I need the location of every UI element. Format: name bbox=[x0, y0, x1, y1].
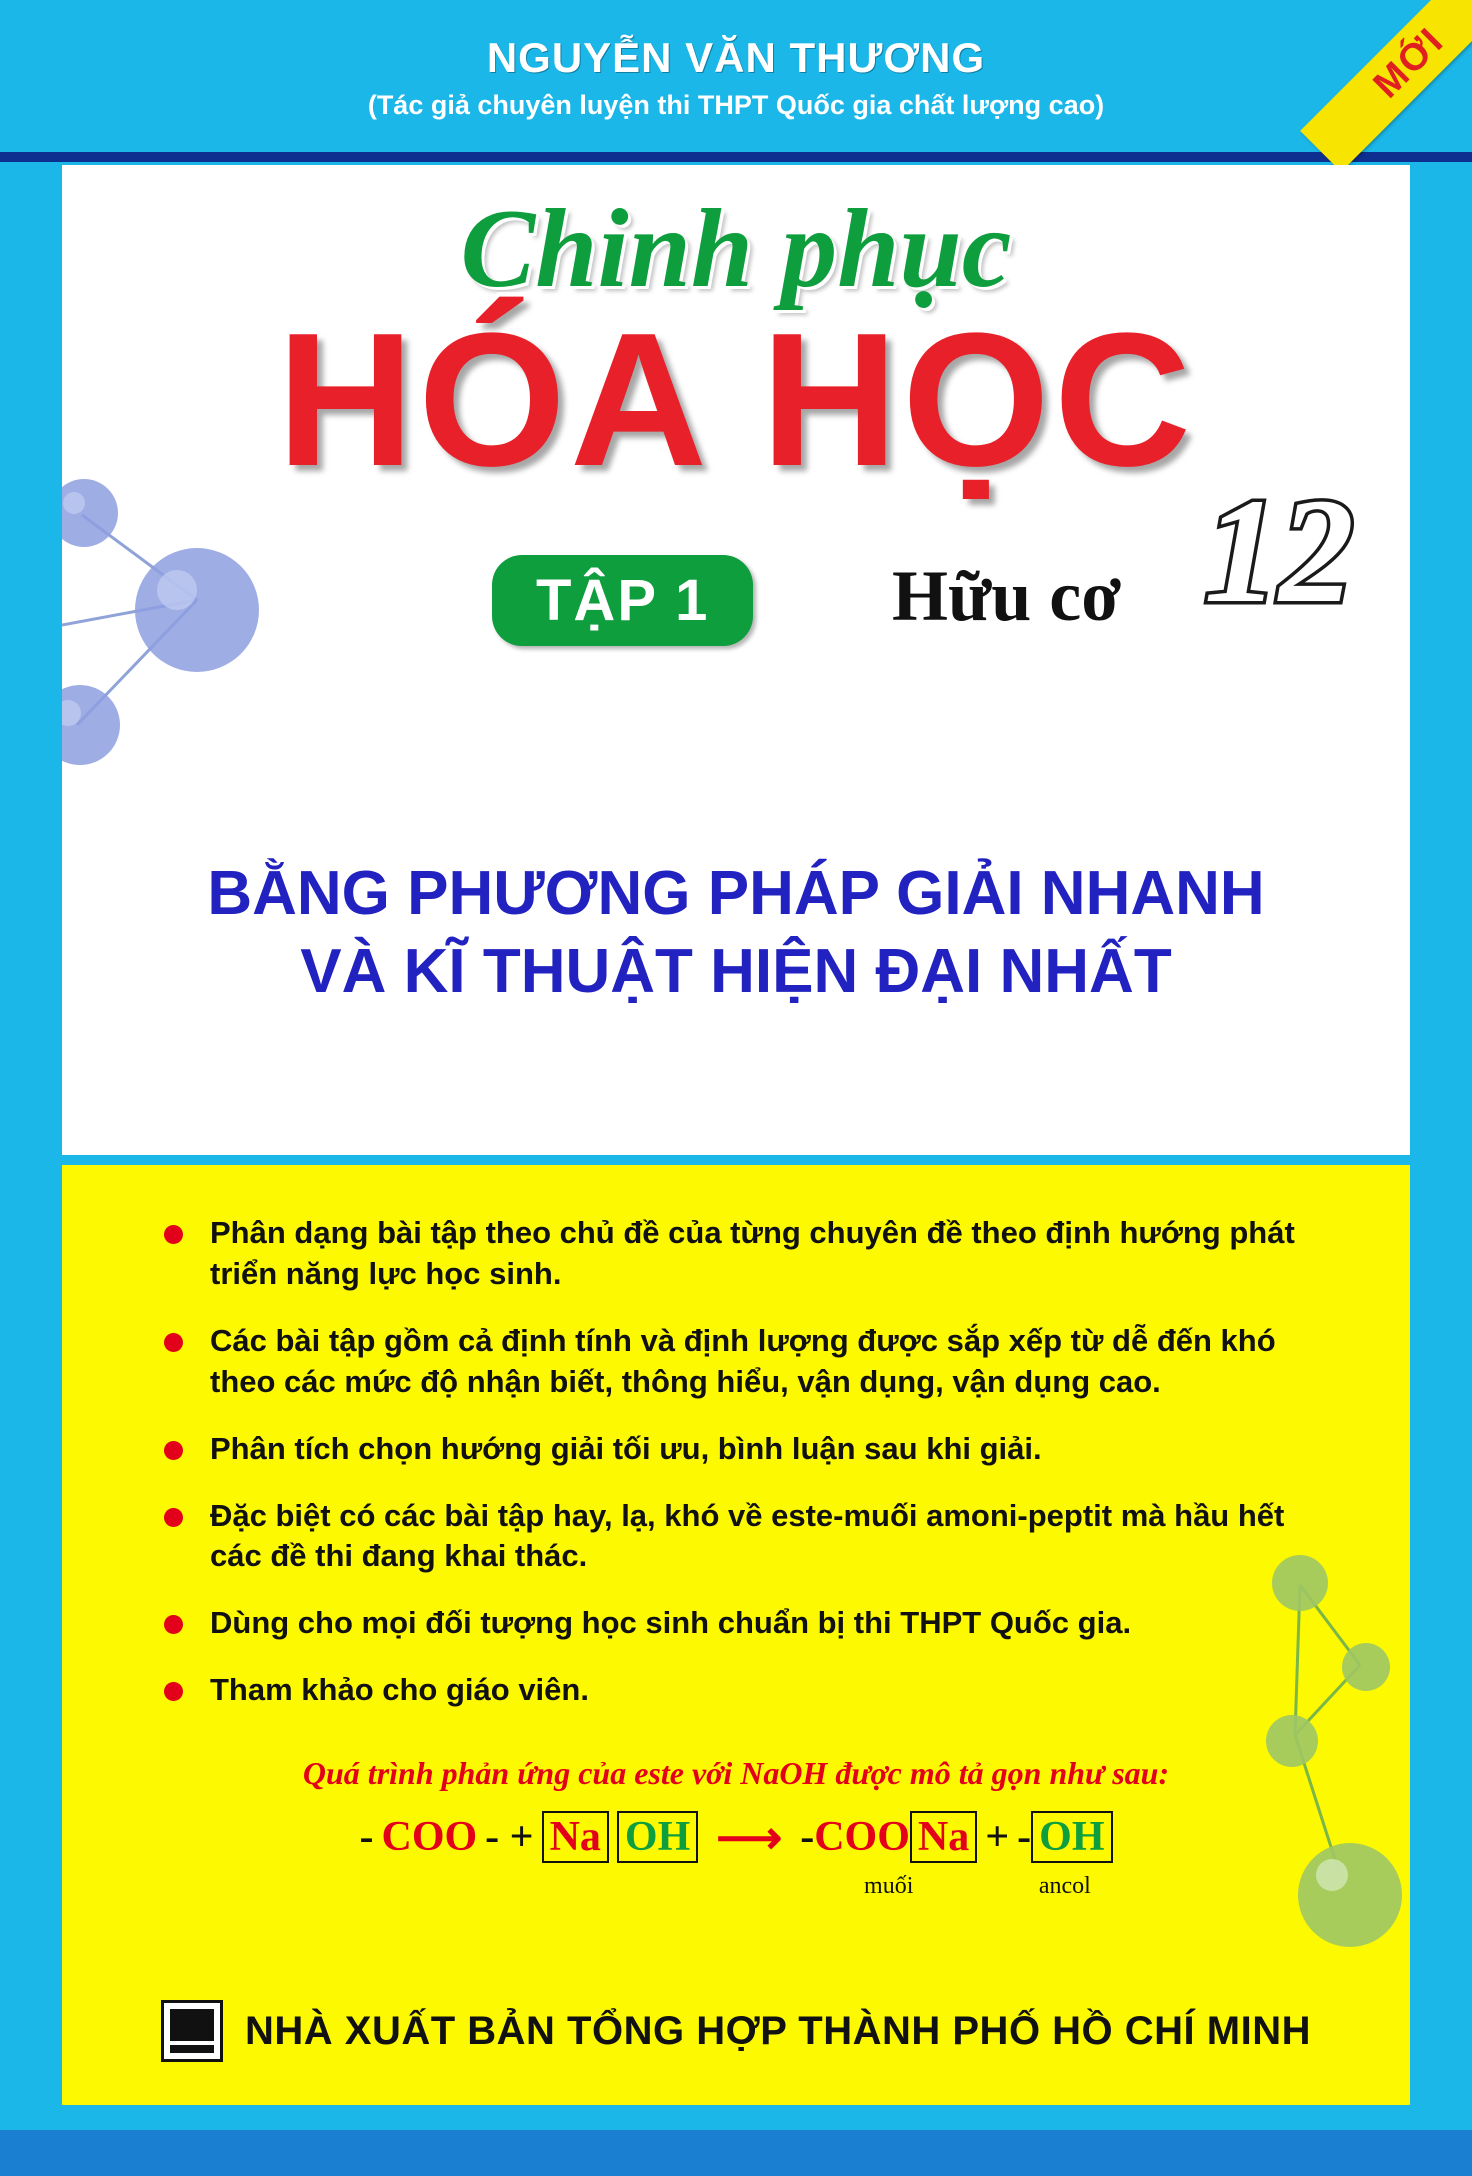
features-panel bbox=[62, 1165, 1410, 2105]
reaction-equation bbox=[62, 1810, 1410, 1899]
equation-product-salt bbox=[800, 1811, 977, 1899]
equation-product-alcohol bbox=[1017, 1811, 1112, 1899]
subtitle bbox=[62, 855, 1410, 1010]
title-line-1: Chinh phục bbox=[460, 187, 1012, 311]
equation-reagent-oh: OH bbox=[617, 1811, 698, 1863]
equation-left-group: COO bbox=[381, 1814, 478, 1860]
equation-label-salt: muối bbox=[864, 1873, 914, 1899]
list-item: Đặc biệt có các bài tập hay, lạ, khó về este-muối amoni-peptit mà hầu hết các đề thi đang khai thác. bbox=[154, 1496, 1344, 1578]
subtitle-line-2: VÀ KĨ THUẬT HIỆN ĐẠI NHẤT bbox=[300, 936, 1172, 1006]
feature-list bbox=[154, 1213, 1344, 1737]
publisher-name: NHÀ XUẤT BẢN TỔNG HỢP THÀNH PHỐ HỒ CHÍ MINH bbox=[245, 2008, 1311, 2053]
equation-label-alcohol: ancol bbox=[1038, 1873, 1091, 1899]
publisher-line bbox=[62, 2000, 1410, 2062]
grade-number: 12 bbox=[1204, 468, 1354, 634]
bottom-strip bbox=[0, 2130, 1472, 2176]
equation-product-group: COO bbox=[814, 1814, 910, 1860]
subtitle-line-1: BẰNG PHƯƠNG PHÁP GIẢI NHANH bbox=[207, 859, 1265, 928]
branch-label: Hữu cơ bbox=[892, 556, 1122, 636]
equation-product-dash: - bbox=[800, 1814, 815, 1860]
band-divider bbox=[0, 152, 1472, 162]
reaction-caption: Quá trình phản ứng của este với NaOH được mô tả gọn như sau: bbox=[302, 1755, 1170, 1791]
new-ribbon-label: MỚI bbox=[1365, 19, 1453, 107]
author-credential: (Tác giả chuyên luyện thi THPT Quốc gia chất lượng cao) bbox=[367, 90, 1105, 120]
equation-dash-plus: - + bbox=[485, 1814, 534, 1860]
title-line-2: HÓA HỌC bbox=[276, 294, 1196, 506]
equation-reagent-na: Na bbox=[542, 1811, 609, 1863]
list-item: Dùng cho mọi đối tượng học sinh chuẩn bị thi THPT Quốc gia. bbox=[154, 1603, 1344, 1644]
equation-product-oh-dash: - bbox=[1017, 1814, 1032, 1860]
list-item: Phân tích chọn hướng giải tối ưu, bình luận sau khi giải. bbox=[154, 1429, 1344, 1470]
author-band bbox=[0, 0, 1472, 155]
list-item: Tham khảo cho giáo viên. bbox=[154, 1670, 1344, 1711]
volume-badge bbox=[492, 555, 753, 646]
publisher-logo-icon bbox=[161, 2000, 223, 2062]
equation-product-na: Na bbox=[910, 1811, 977, 1863]
equation-arrow: ⟶ bbox=[716, 1812, 783, 1863]
list-item: Phân dạng bài tập theo chủ đề của từng chuyên đề theo định hướng phát triển năng lực học sinh. bbox=[154, 1213, 1344, 1295]
list-item: Các bài tập gồm cả định tính và định lượng được sắp xếp từ dễ đến khó theo các mức độ nhận biết, thông hiểu, vận dụng, vận dụng cao. bbox=[154, 1321, 1344, 1403]
equation-product-oh: OH bbox=[1031, 1811, 1112, 1863]
equation-plus: + bbox=[985, 1814, 1010, 1860]
equation-left-dash: - bbox=[359, 1814, 374, 1860]
volume-badge-label: TẬP 1 bbox=[536, 568, 710, 633]
author-name: NGUYỄN VĂN THƯƠNG bbox=[486, 34, 986, 81]
title-panel bbox=[62, 165, 1410, 1155]
